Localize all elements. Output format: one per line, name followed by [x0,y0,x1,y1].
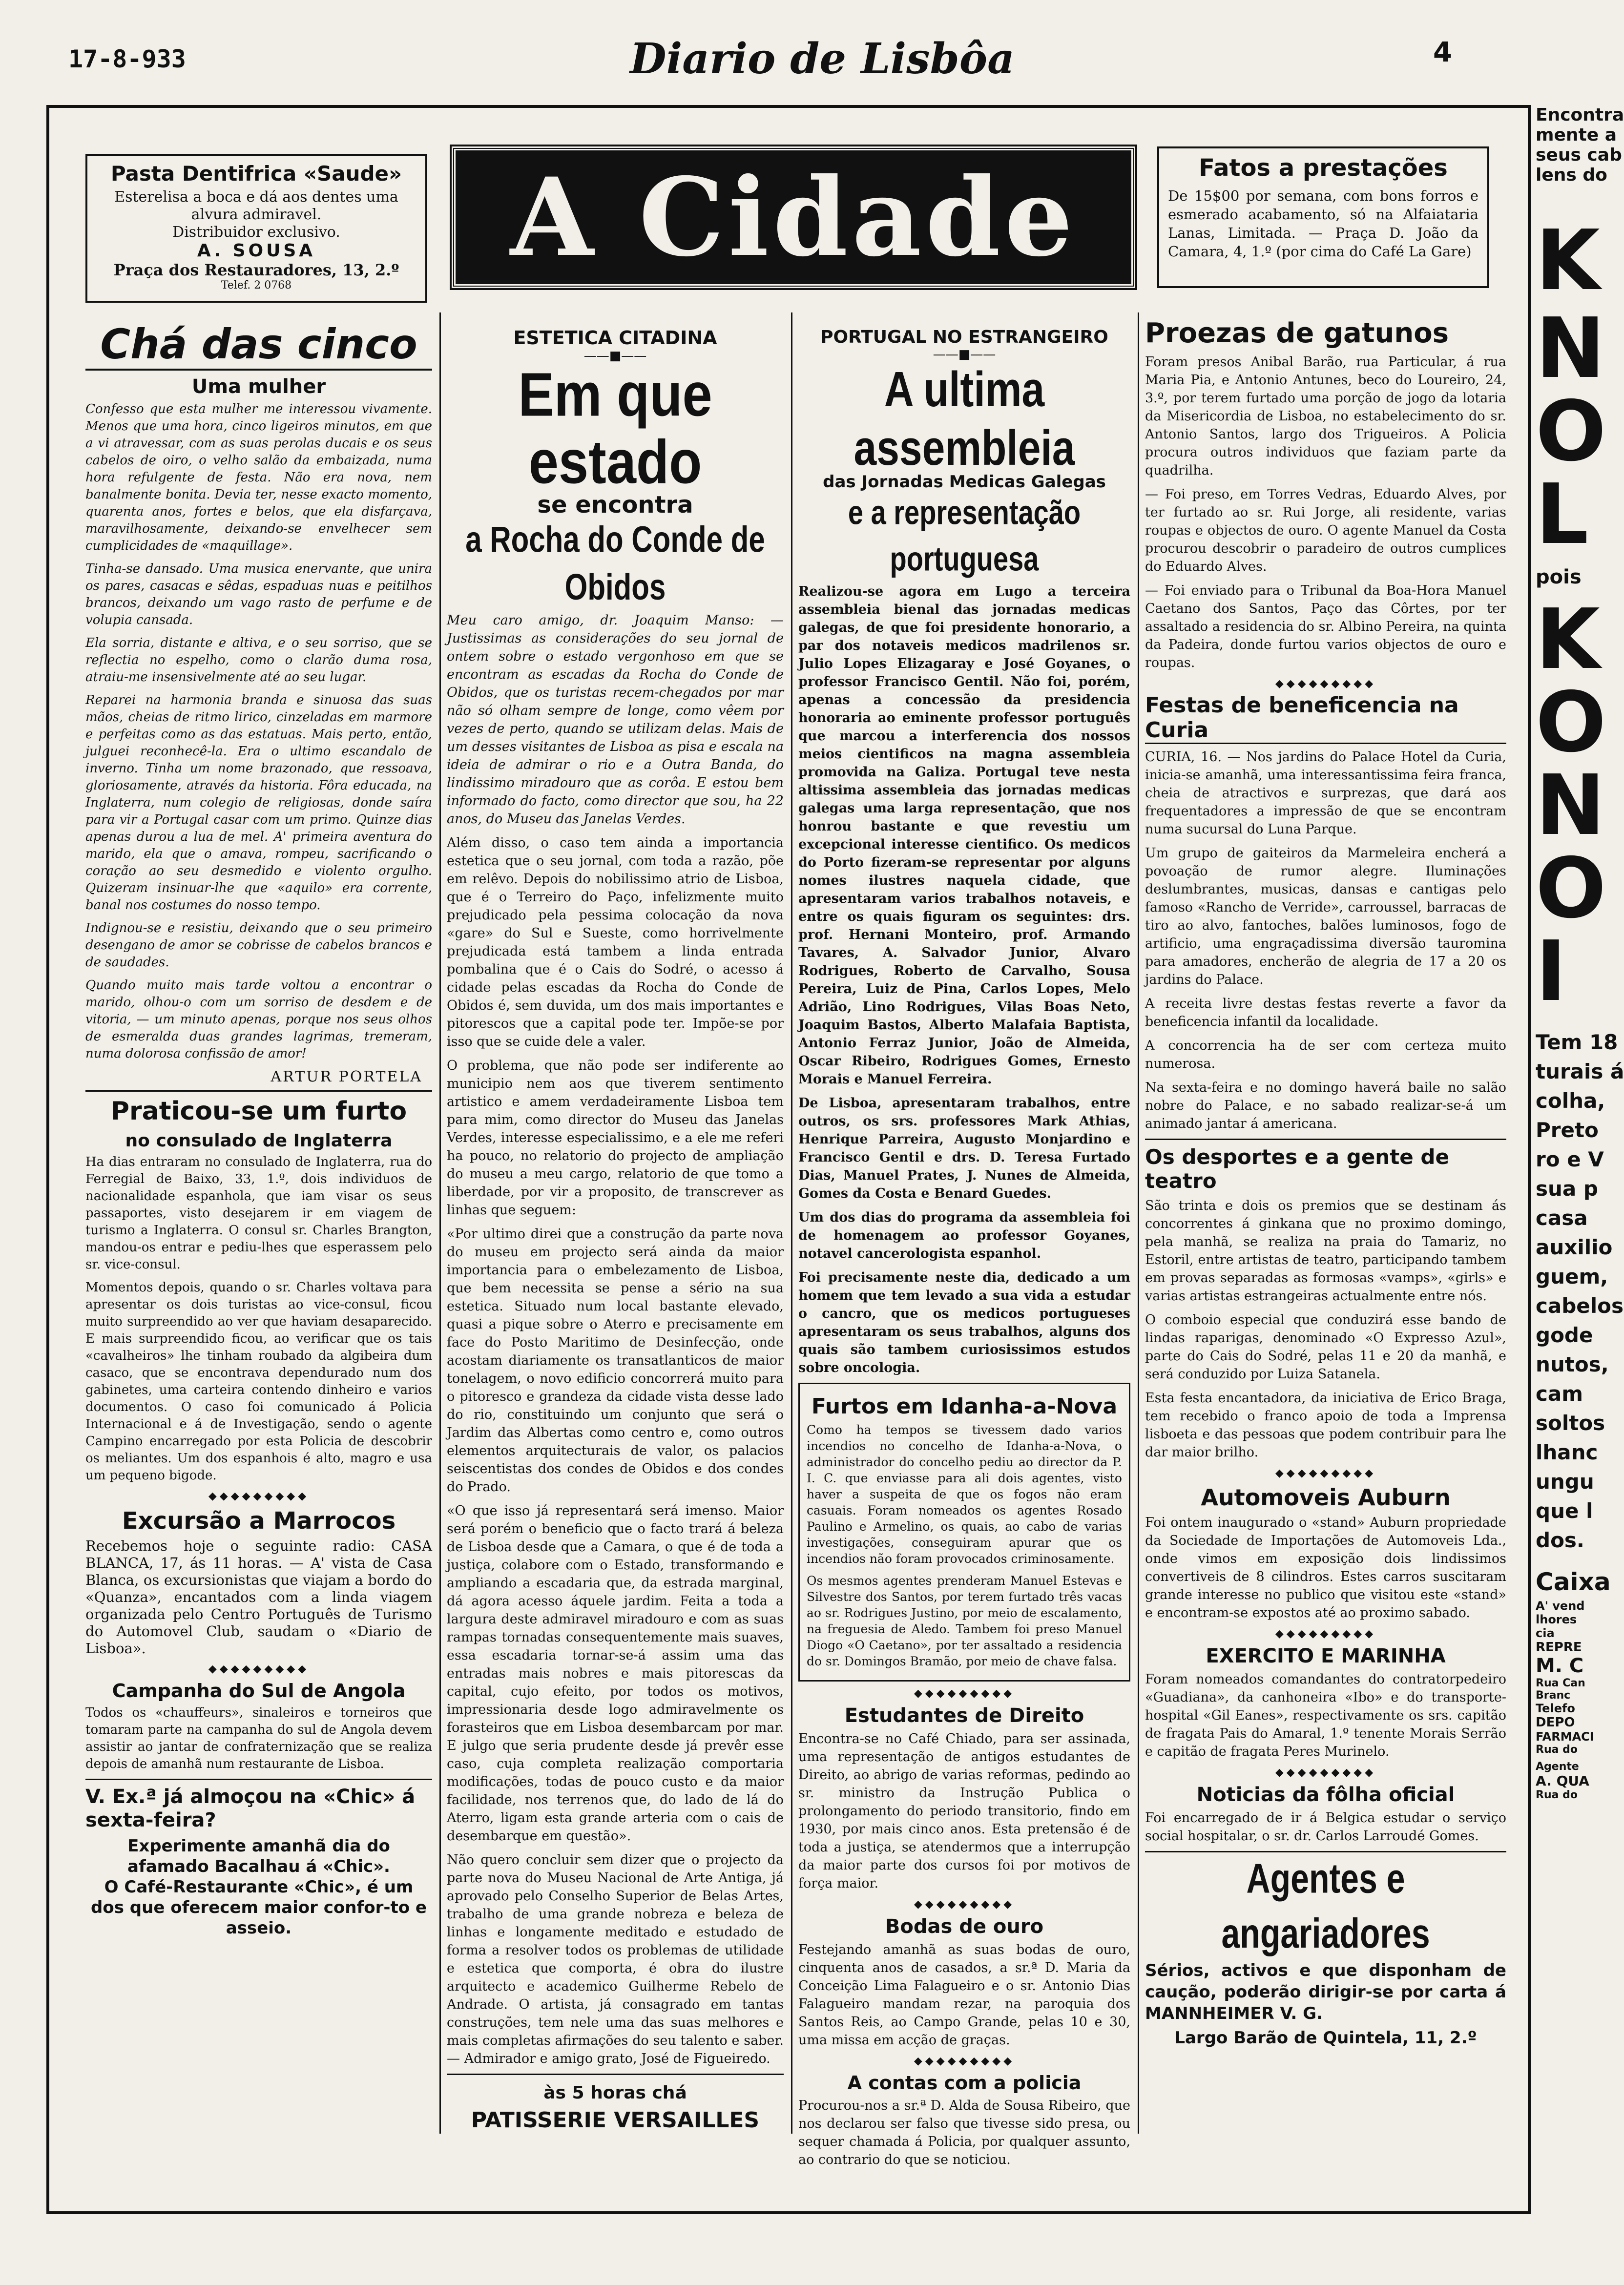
article-title: Os desportes e a gente de teatro [1145,1145,1449,1193]
headline-2: e a representação portuguesa [848,493,1081,578]
paragraph: Os mesmos agentes prenderam Manuel Estevas e Silvestre dos Santos, por terem furtado três vacas ao sr. Rodrigues Justino, por meio de escalamento, na freguesia de Aledo. Tambem foi preso Manuel Diogo «O Caetano», por ter assaltado a residencia do sr. Domingos Bramão, por meio de chave falsa. [807,1574,1122,1668]
paragraph: Um dos dias do programa da assembleia foi de homenagem ao professor Goyanes, notavel cancerologista espanhol. [798,1210,1130,1261]
paragraph: Ela sorria, distante e altiva, e o seu sorriso, que se reflectia no espelho, como o clarão duma rosa, atraiu-me insensivelmente até ao seu lugar. [85,636,432,685]
edge-line: Rua Can [1536,1677,1585,1689]
paragraph: Momentos depois, quando o sr. Charles voltava para apresentar os dois turistas ao vice-consul, ficou muito surpreendido ao ver que haviam desaparecido. E mais surpreendido ficou, ao verificar que os tais «cavalheiros» lhe tinham roubado da algibeira dum casaco, que se encontrava dependurado num dos gabinetes, uma carteira contendo dinheiro e varios documentos. O caso foi comunicado á Policia Internacional e á de Investigação, sendo o agente Campino encarregado por esta Policia de descobrir os meliantes. Um dos espanhois é alto, magro e usa um pequeno bigode. [85,1280,432,1483]
divider-dots: ◆◆◆◆◆◆◆◆◆ [914,1898,1015,1911]
ad-fatos [1157,146,1489,288]
edge-line: guem, [1536,1265,1608,1288]
divider-dots: ◆◆◆◆◆◆◆◆◆ [1275,1766,1376,1779]
ad-agentes-text: Sérios, activos e que disponham de caução, poderão dirigir-se por carta á MANNHEIMER V. G. [1145,1961,1506,2023]
section-cha-das-cinco: Chá das cinco [85,320,432,371]
headline-2: a Rocha do Conde de Obidos [465,519,765,607]
edge-line: DEPO [1536,1715,1575,1730]
edge-letter: O [1536,840,1606,937]
edge-letter: I [1536,923,1567,1020]
edge-line: Tem 18 [1536,1030,1618,1054]
divider [85,1779,432,1780]
edge-line: Encontra [1536,105,1624,125]
paragraph: Encontra-se no Café Chiado, para ser assinada, uma representação de antigos estudantes de Direito, ao abrigo de varias reformas, pedindo ao sr. ministro da Instrução Publica o prolongamento do periodo transitorio, findo em 1930, por mais cinco anos. Esta pretensão é de toda a justiça, se atendermos que a interrupção da maior parte dos cursos foi por motivos de força maior. [798,1731,1130,1891]
paragraph: «Por ultimo direi que a construção da parte nova do museu em projecto será ainda da maior importancia para o embelezamento de Lisboa, que bem necessita se pense a sério na sua estetica. Situado num local bastante elevado, quasi a pique sobre o Aterro e precisamente em face do Posto Maritimo de Desinfecção, onde acostam diariamente os transatlanticos de maior tonelagem, o novo edificio concorrerá muito para o pitoresco e grandeza da cidade vista desse lado do rio, constituindo um conjunto que será o Jardim das Albertas como centro e, como outros elementos arquitecturais de valor, os palacios seiscentistas dos condes de Obidos e dos condes do Prado. [447,1226,784,1495]
paragraph: Festejando amanhã as suas bodas de ouro, cinquenta anos de casados, a sr.ª D. Maria da Conceição Lima Falagueiro e o sr. Antonio Dias Falagueiro mandam rezar, na paroquia dos Santos Reis, ao Campo Grande, pelas 10 e 30, uma missa em acção de graças. [798,1942,1130,2048]
ad-patisserie-name: PATISSERIE VERSAILLES [471,2108,760,2133]
ad-chic-line2: O Café-Restaurante «Chic», é um dos que oferecem maior confor-to e asseio. [91,1877,427,1938]
edge-letter: O [1536,383,1606,480]
article-title: Proezas de gatunos [1145,317,1449,349]
edge-line: ungu [1536,1470,1594,1494]
article-title: Estudantes de Direito [844,1704,1084,1727]
edge-letter: K [1536,591,1600,688]
edge-letter: K [1536,212,1600,309]
article-title: Excursão a Marrocos [122,1507,396,1535]
edge-letter: O [1536,674,1606,771]
paragraph: Foi precisamente neste dia, dedicado a um homem que tem levado a sua vida a estudar o cancro, que os medicos portugueses apresentaram os seus trabalhos, alguns dos quais são tambem curiosissimos estudos sobre oncologia. [798,1270,1130,1375]
divider-dots: ◆◆◆◆◆◆◆◆◆ [1275,678,1376,690]
edge-line: pois [1536,566,1582,588]
paragraph: «O que isso já representará será imenso. Maior será porém o beneficio que o facto trará á beleza de Lisboa desde que a Camara, o que é de toda a justiça, colabore com o Estado, transformando e ampliando a escadaria que, da estrada marginal, dá agora acesso áquele jardim. Feita a toda a largura deste admiravel miradouro e com as suas rampas tornadas consequentemente mais suaves, essa escadaria tornar-se-á assim uma das entradas mais nobres e mais pitorescas da capital, cujo efeito, por todos os motivos, impressionaria desde logo admiravelmente os forasteiros que em Lisboa desembarcam por mar. E julgo que seria prudente desde já prevêr esse caso, cuja completa realização comportaria modificações, todas de pouco custo e da maior facilidade, nos terrenos que, do lado de lá do Aterro, ligam esta grande arteria com o cais de desembarque em questão». [447,1503,784,1844]
edge-line: seus cab [1536,145,1622,165]
edge-line: lhores [1536,1613,1577,1626]
column-3 [798,327,1130,2182]
edge-letter: L [1536,466,1589,563]
kicker: ESTETICA CITADINA [513,327,717,349]
paragraph: O problema, que não pode ser indiferente ao municipio nem aos que tiverem sentimento artistico e amem verdadeiramente Lisboa tem para mim, como director do Museu das Janelas Verdes, interesse especialissimo, e a ele me referi ha pouco, no relatorio do projecto de ampliação do museu a meu cargo, relatorio de que tomo a liberdade, por vir a proposito, de transcrever as linhas que seguem: [447,1058,784,1218]
divider [85,1090,432,1092]
paragraph: Realizou-se agora em Lugo a terceira assembleia bienal das jornadas medicas galegas, de que foi presidente honorario, a par dos notaveis medicos madrilenos sr. Julio Lopes Elizagaray e José Goyanes, o professor Francisco Gentil. Não foi, porém, apenas a concessão da presidencia honoraria ao eminente professor português que marcou a interferencia dos nossos meios cientificos na magna assembleia promovida na Galiza. Portugal teve nesta altissima assembleia das jornadas medicas galegas uma larga representação, que nos honrou bastante e que revestiu um excepcional interesse cientifico. Os medicos do Porto fizeram-se representar por alguns nomes ilustres naquela cidade, que apresentaram varios trabalhos notaveis, e entre os quais figuram os seguintes: drs. prof. Hernani Monteiro, prof. Armando Tavares, A. Salvador Junior, Alvaro Rodrigues, Roberto de Carvalho, Sousa Pereira, Luiz de Pina, Carlos Lopes, Melo Adrião, Lino Rodrigues, Vilas Boas Neto, Joaquim Bastos, Alberto Malafaia Baptista, Antonio Ferraz Junior, João de Almeida, Oscar Ribeiro, Rodrigues Gomes, Ernesto Morais e Manuel Ferreira. [798,584,1130,1087]
divider-dots: ◆◆◆◆◆◆◆◆◆ [208,1490,310,1502]
edge-line: lens do [1536,165,1607,185]
paragraph: Tinha-se dansado. Uma musica enervante, que unira os pares, casacas e sêdas, espaduas nuas e peitilhos brancos, deixando um vago rasto de perfume e de volupia cansada. [85,561,432,627]
edge-line: cabelos [1536,1294,1624,1318]
ad-pasta-address: Praça dos Restauradores, 13, 2.º [113,261,399,279]
edge-line: gode [1536,1323,1593,1347]
paragraph: Como ha tempos se tivessem dado varios incendios no concelho de Idanha-a-Nova, o administrador do concelho pediu ao director da P. I. C. que enviasse para ali dois agentes, visto haver a suspeita de que os fogos não eram casuais. Foram nomeados os agentes Rosado Paulino e Armelino, os quais, ao cabo de varias investigações, conseguiram apurar que os incendios não foram provocados criminosamente. [807,1423,1122,1566]
paragraph: Não quero concluir sem dizer que o projecto da parte nova do Museu Nacional de Arte Antiga, já aprovado pelo Conselho Superior de Belas Artes, trabalho de uma grande nobreza e beleza de linhas e longamente meditado e estudado de forma a resolver todos os problemas de utilidade e estetica que comporta, é obra do ilustre arquitecto e academico Guilherme Rebelo de Andrade. O artista, já consagrado em tantas construções, tem nele uma das suas melhores e mais completas afirmações do seu talento e saber. — Admirador e amigo grato, José de Figueiredo. [447,1852,784,2066]
edge-line: que l [1536,1499,1593,1523]
edge-line: M. C [1536,1655,1584,1677]
article-title: Furtos em Idanha-a-Nova [811,1394,1118,1419]
divider-dots: ◆◆◆◆◆◆◆◆◆ [914,1687,1015,1700]
paragraph: Confesso que esta mulher me interessou vivamente. Menos que uma hora, cinco ligeiros minutos, em que a vi atravessar, com as suas perolas ducais e os seus cabelos de oiro, o velho salão da embaizada, numa hora refulgente de festa. Não era nova, nem banalmente bonita. Devia ter, nesse exacto momento, quarenta anos, fortes e belos, que ela disfarçava, maravilhosamente, deixando-se envelhecer sem cumplicidades de «maquillage». [85,402,432,553]
divider [1145,1139,1506,1140]
edge-line: auxilio [1536,1235,1613,1259]
edge-line: lhanc [1536,1440,1598,1464]
divider-dots: ◆◆◆◆◆◆◆◆◆ [208,1663,310,1675]
paragraph: Meu caro amigo, dr. Joaquim Manso: — Justissimas as considerações do seu jornal de ontem sobre o estado vergonhoso em que se encontram as escadas da Rocha do Conde de Obidos, que os turistas recem-chegados por mar não só olham sempre de longe, como vêem por vezes de perto, quando se utilizam delas. Mais de um desses visitantes de Lisboa as pisa e escala na ideia de admirar o rio e a Outra Banda, do lindissimo miradouro que as corôa. E estou bem informado do facto, como director que sou, ha 22 anos, do Museu das Janelas Verdes. [447,613,784,827]
edge-letter: N [1536,300,1605,397]
article-title: Campanha do Sul de Angola [112,1680,406,1702]
headline: Em que estado [518,360,712,497]
edge-line: turais á [1536,1059,1624,1083]
edge-line: ro e V [1536,1147,1604,1171]
divider-dots: ◆◆◆◆◆◆◆◆◆ [1275,1628,1376,1640]
edge-line: cia [1536,1626,1555,1640]
edge-line: A. QUA [1536,1773,1589,1789]
ad-pasta-dentifrica [85,154,427,303]
edge-line: A' vend [1536,1599,1585,1613]
edge-line: REPRE [1536,1640,1582,1655]
edge-line: Rua do [1536,1744,1578,1756]
paragraph: Além disso, o caso tem ainda a importancia estetica que o seu jornal, com toda a razão, põe em relêvo. Depois do nobilissimo atrio de Lisboa, que é o Terreiro do Paço, infelizmente muito prejudicado pela pessima colocação da nova «gare» do Sul e Sueste, como horrivelmente prejudicada está tambem a linda entrada pombalina que é o Cais do Sodré, o acesso á cidade pelas escadas da Rocha do Conde de Obidos é, sem duvida, um dos mais importantes e pitorescos que a capital pode ter. Impõe-se por isso que se cuide dele a valer. [447,835,784,1049]
paragraph: Reparei na harmonia branda e sinuosa das suas mãos, cheias de ritmo lirico, cinzeladas em marmore e perfeitas como as das estatuas. Mais perto, então, julguei reconhecê-la. Era o ultimo escandalo de inverno. Tinha um nome brazonado, que ressoava, gloriosamente, através da historia. Fôra educada, na Inglaterra, num colegio de religiosas, donde saíra para vir a Portugal casar com um primo. Quinze dias apenas durou a lua de mel. A' primeira aventura do marido, ela que o amava, rompeu, sacrificando o coração ao seu desmedido e violento orgulho. Quizeram insinuar-lhe que «aquilo» era corrente, banal nos costumes do nosso tempo. [85,693,432,913]
ad-chic-title: V. Ex.ª já almoçou na «Chic» á sexta-feira? [85,1786,416,1831]
page-date: 17-8-933 [68,45,186,73]
column-4 [1145,317,1506,2182]
article-subtitle: Uma mulher [191,375,326,398]
paragraph: Foram presos Anibal Barão, rua Particular, á rua Maria Pia, e Antonio Antunes, beco do Loureiro, 24, 3.º, por terem furtado uma porção de jogo da lotaria da Misericordia de Lisboa, no estabelecimento do sr. Antonio Santos, largo dos Trigueiros. A Policia procura outros individuos que faziam parte da quadrilha. [1145,354,1506,478]
section-banner [452,146,1135,288]
column-rule [791,312,792,2134]
subhead: se encontra [537,491,693,519]
paragraph: — Foi preso, em Torres Vedras, Eduardo Alves, por ter furtado ao sr. Rui Jorge, ali residente, varias roupas e objectos de ouro. O agente Manuel da Costa procurou descobrir o paradeiro de outros cumplices do Eduardo Alves. [1145,487,1506,574]
box-idanha [798,1383,1130,1682]
article-title: EXERCITO E MARINHA [1206,1645,1446,1667]
ad-pasta-phone: Telef. 2 0768 [221,279,292,291]
ad-pasta-title: Pasta Dentifrica «Saude» [110,162,402,186]
section-title: A Cidade [510,154,1077,280]
column-rule [1138,312,1139,2134]
divider-dots: ◆◆◆◆◆◆◆◆◆ [914,2055,1015,2067]
paragraph: Procurou-nos a sr.ª D. Alda de Sousa Ribeiro, que nos declarou ser falso que tivesse sido presa, ou sequer chamada á Policia, por qualquer assunto, ao contrario do que se noticiou. [798,2098,1130,2167]
divider-dots: ◆◆◆◆◆◆◆◆◆ [1275,1467,1376,1479]
kicker-ornament: ——■—— [933,347,996,362]
edge-line: Agente [1536,1761,1579,1773]
article-title: Praticou-se um furto [110,1097,407,1126]
paragraph: A receita livre destas festas reverte a favor da beneficencia infantil da localidade. [1145,996,1506,1029]
paragraph: CURIA, 16. — Nos jardins do Palace Hotel da Curia, inicia-se amanhã, uma interessantissima feira franca, cheia de atractivos e surprezas, que dará aos frequentadores a impressão de que se encontram numa sucursal do Luna Parque. [1145,749,1506,837]
paragraph: Quando muito mais tarde voltou a encontrar o marido, olhou-o com um sorriso de desdem e de vitoria, — um minuto apenas, porque nos seus olhos de esmeralda duas grandes lagrimas, tremeram, numa dolorosa confissão de amor! [85,978,432,1061]
ad-chic-line1: Experimente amanhã dia do afamado Bacalhau á «Chic». [127,1836,390,1876]
kicker-ornament: ——■—— [583,349,647,363]
column-1 [85,320,432,2185]
edge-line: dos. [1536,1528,1584,1552]
column-2 [447,327,784,2182]
paragraph: A concorrencia ha de ser com certeza muito numerosa. [1145,1038,1506,1071]
paragraph: São trinta e dois os premios que se destinam ás concorrentes á ginkana que no proximo domingo, pela manhã, se realiza na praia do Tamariz, no Estoril, entre artistas de teatro, participando tambem em provas separadas as formosas «vamps», «girls» e varias artistas estrangeiras actualmente entre nós. [1145,1198,1506,1304]
paragraph: — Foi enviado para o Tribunal da Boa-Hora Manuel Caetano dos Santos, Paço das Côrtes, por ter assaltado a residencia do sr. Albino Pereira, na quinta da Padeira, donde furtou varios objectos de ouro e roupas. [1145,583,1506,670]
divider [447,2074,784,2075]
edge-line: Preto [1536,1118,1599,1142]
ad-agentes-title: Agentes e angariadores [1221,1855,1430,1957]
paragraph: Todos os «chauffeurs», sinaleiros e torneiros que tomaram parte na campanha do sul de Angola devem assistir ao jantar de confraternização que se realiza depois de amanhã num restaurante de Lisboa. [85,1705,432,1771]
article-title: Bodas de ouro [885,1915,1044,1938]
article-title: Festas de beneficencia na Curia [1145,693,1506,744]
edge-line: nutos, [1536,1352,1609,1376]
subhead: das Jornadas Medicas Galegas [823,472,1106,492]
paragraph: De Lisboa, apresentaram trabalhos, entre outros, os srs. professores Mark Athias, Henrique Parreira, Augusto Monjardino e Francisco Gentil e drs. D. Teresa Furtado Dias, Manuel Prates, J. Nunes de Almeida, Gomes da Costa e Benard Guedes. [798,1096,1130,1201]
page-number: 4 [1433,37,1452,68]
ad-pasta-text: Esterelisa a boca e dá aos dentes uma alvura admiravel. [114,188,398,223]
ad-pasta-dist: Distribuidor exclusivo. [172,224,340,241]
edge-line: Branc [1536,1689,1571,1702]
article-title: A contas com a policia [847,2072,1082,2094]
edge-line: casa [1536,1206,1588,1230]
paragraph: Foi encarregado de ir á Belgica estudar o serviço social hospitalar, o sr. dr. Carlos Larroudé Gomes. [1145,1810,1506,1844]
edge-line: FARMACI [1536,1730,1594,1744]
edge-line: mente a [1536,125,1617,145]
edge-letter: N [1536,757,1605,854]
ad-patisserie-time: às 5 horas chá [543,2083,687,2103]
paragraph: Na sexta-feira e no domingo haverá baile no salão nobre do Palace, e no sabado realizar-se-á um animado jantar á americana. [1145,1080,1506,1131]
edge-line: Telefo [1536,1702,1575,1715]
headline: A ultima assembleia [854,361,1075,476]
ad-pasta-name: A. SOUSA [197,241,316,261]
paragraph: O comboio especial que conduzirá esse bando de lindas raparigas, denominado «O Expresso Azul», parte do Cais do Sodré, pelas 11 e 20 da manhã, e será conduzido por Luiza Satanela. [1145,1312,1506,1382]
paragraph: Ha dias entraram no consulado de Inglaterra, rua do Ferregial de Baixo, 33, 1.º, dois individuos de nacionalidade espanhola, que iam visar os seus passaportes, visto desejarem ir em viagem de turismo a Inglaterra. O consul sr. Charles Brangton, mandou-os entrar e pediu-lhes que esperassem pelo sr. vice-consul. [85,1155,432,1272]
edge-line: Caixa [1536,1568,1611,1596]
edge-line: cam [1536,1382,1583,1406]
paragraph: Foram nomeados comandantes do contratorpedeiro «Guadiana», da canhoneira «Ibo» e do transporte-hospital «Gil Eanes», respectivamente os srs. capitão de fragata Pais do Amaral, 1.º tenente Morais Serrão e capitão de fragata Peres Murinelo. [1145,1672,1506,1759]
ad-fatos-title: Fatos a prestações [1199,154,1448,182]
edge-line: colha, [1536,1089,1605,1113]
signature: ARTUR PORTELA [271,1068,422,1085]
edge-line: sua p [1536,1177,1598,1201]
kicker: PORTUGAL NO ESTRANGEIRO [820,327,1108,347]
paragraph: Um grupo de gaiteiros da Marmeleira encherá a povoação de rumor alegre. Iluminações deslumbrantes, musicas, dansas e cantigas pelo famoso «Rancho de Verride», carroussel, barracas de tiro ao alvo, fantoches, balões luminosos, fogo de artificio, uma engraçadissima diversão tauromina para amadores, encherão de alegria de 17 a 20 os jardins do Palace. [1145,846,1506,987]
masthead-title: Diario de Lisbôa [630,34,1015,83]
column-rule [439,312,441,2134]
paragraph: Indignou-se e resistiu, deixando que o seu primeiro desengano de amor se cobrisse de cabelos brancos e de saudades. [85,921,432,970]
article-title: Automoveis Auburn [1201,1484,1451,1511]
article-subtitle: no consulado de Inglaterra [125,1131,393,1151]
edge-line: soltos [1536,1411,1605,1435]
paragraph: Recebemos hoje o seguinte radio: CASA BLANCA, 17, ás 11 horas. — A' vista de Casa Blanca, os excursionistas que viajam a bordo do «Quanza», encantados com a linda viagem organizada pelo Centro Português de Turismo do Automovel Club, saudam o «Diario de Lisboa». [85,1537,432,1657]
ad-agentes-address: Largo Barão de Quintela, 11, 2.º [1174,2028,1477,2048]
article-title: Noticias da fôlha oficial [1196,1784,1455,1806]
paragraph: Foi ontem inaugurado o «stand» Auburn propriedade da Sociedade de Importações de Automoveis Lda., onde vimos em exposição dois lindissimos convertiveis de 8 cilindros. Estes carros suscitaram grande interesse no publico que visitou este «stand» e encontram-se expostos até ao proximo sabado. [1145,1515,1506,1620]
edge-line: Rua do [1536,1789,1578,1801]
paragraph: Esta festa encantadora, da iniciativa de Erico Braga, tem recebido o franco apoio de toda a Imprensa lisboeta e das pessoas que podem contribuir para lhe dar maior brilho. [1145,1391,1506,1460]
ad-fatos-text: De 15$00 por semana, com bons forros e esmerado acabamento, só na Alfaiataria Lanas, Limitada. — Praça D. João da Camara, 4, 1.º (por cima do Café La Gare) [1168,187,1478,260]
edge-ad [1536,105,1624,2214]
